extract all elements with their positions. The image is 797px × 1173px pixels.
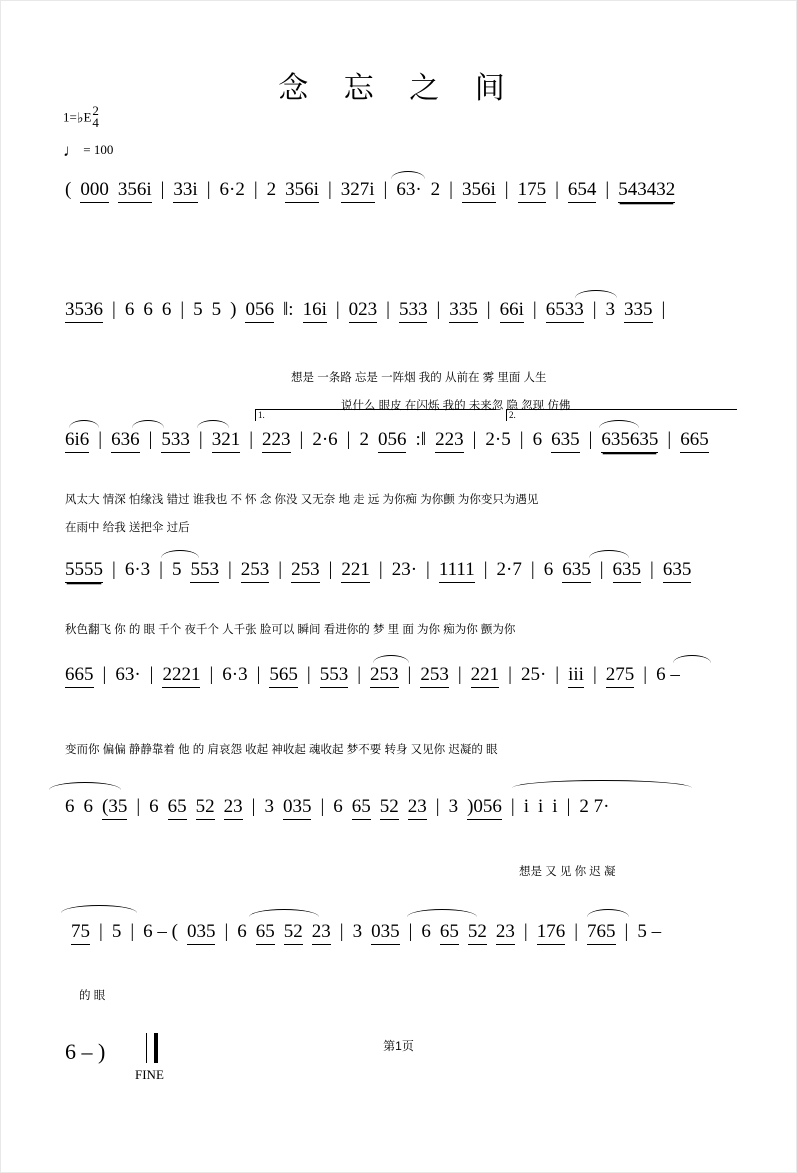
- barline: |: [407, 664, 412, 685]
- note-group: 635: [562, 559, 591, 583]
- barline: |: [483, 559, 488, 580]
- slur-mark: [249, 909, 319, 917]
- note-group: 6: [532, 429, 543, 450]
- note-group: 2 7·: [579, 796, 610, 817]
- note-group: 5: [211, 299, 222, 320]
- note-group: 253: [291, 559, 320, 583]
- barline: |: [149, 664, 154, 685]
- note-group: 65: [256, 921, 275, 945]
- note-group: 5: [171, 559, 182, 580]
- note-group: 327i: [341, 179, 375, 203]
- repeat-start: ‖:: [282, 299, 294, 320]
- tempo-marking: [63, 141, 113, 161]
- note-group: 6 –: [656, 664, 680, 685]
- barline: |: [457, 664, 462, 685]
- volta-label: 2.: [509, 410, 516, 420]
- barline: |: [472, 429, 477, 450]
- note-group: 253: [241, 559, 270, 583]
- fine-marking: FINE: [135, 1067, 164, 1082]
- lyric-text: 风太大 情深 怕缘浅 错过 谁我也 不 怀 念 你没 又无奈 地 走 远 为你痴 为你颤 为你变只为遇见: [65, 494, 539, 506]
- barline: |: [643, 664, 648, 685]
- note-group: 6 – ): [65, 1039, 106, 1064]
- note-group: 65: [352, 796, 371, 820]
- slur-mark: [132, 420, 164, 428]
- note-group: 6i6: [65, 429, 89, 453]
- lyric-text: 想是 一条路 忘是 一阵烟 我的 从前在 雾 里面 人生: [291, 372, 547, 384]
- barline: |: [650, 559, 654, 580]
- note-group: 000: [80, 179, 109, 203]
- note-group: i: [523, 796, 529, 817]
- volta-label: 1.: [258, 410, 265, 420]
- note-group: 6533: [546, 299, 584, 323]
- barline: |: [112, 559, 116, 580]
- note-group: 275: [606, 664, 635, 688]
- note-group: 6·2: [219, 179, 245, 200]
- barline: |: [592, 664, 597, 685]
- note-group: 665: [65, 664, 94, 688]
- note-group: 23: [224, 796, 243, 820]
- note-group: 6: [65, 796, 75, 817]
- note-group: 356i: [285, 179, 319, 203]
- note-group: 52: [468, 921, 487, 945]
- note-group: 2·6: [312, 429, 338, 450]
- lyric-text: 变而你 偏偏 静静靠着 他 的 肩哀怨 收起 神收起 魂收起 梦不要 转身 又见你 迟凝的 眼: [65, 744, 498, 756]
- barline: |: [667, 429, 672, 450]
- note-group: 6: [124, 299, 135, 320]
- barline: |: [605, 179, 610, 200]
- barline: |: [588, 429, 593, 450]
- note-group: 5: [193, 299, 203, 320]
- barline: |: [508, 664, 512, 685]
- barline: |: [320, 796, 325, 817]
- slur-mark: [61, 905, 137, 913]
- note-group: 665: [680, 429, 709, 453]
- note-group: 52: [196, 796, 215, 820]
- barline: |: [227, 559, 232, 580]
- note-group: 6: [161, 299, 172, 320]
- note-group: 33i: [173, 179, 197, 203]
- note-group: i: [538, 796, 544, 817]
- key-label: 1=: [63, 109, 77, 125]
- note-group: 3: [352, 921, 363, 942]
- barline: |: [449, 179, 453, 200]
- slur-mark: [407, 909, 477, 917]
- note-group: (35: [102, 796, 127, 820]
- note-group: 221: [471, 664, 500, 688]
- note-group: 321: [212, 429, 241, 453]
- barline: |: [249, 429, 254, 450]
- note-group: 23: [408, 796, 427, 820]
- barline: |: [224, 921, 229, 942]
- page-title: 念 忘 之 间: [278, 72, 519, 105]
- note-group: 175: [518, 179, 547, 203]
- barline: |: [209, 664, 214, 685]
- flat-sign: ♭: [76, 111, 84, 127]
- barline: |: [530, 559, 535, 580]
- note-group: 2·5: [485, 429, 511, 450]
- note-group: 543432: [618, 179, 675, 203]
- barline: |: [624, 921, 629, 942]
- tempo-value: = 100: [83, 142, 114, 157]
- lyric-text: 的 眼: [79, 990, 106, 1002]
- note-group: 635: [613, 559, 642, 583]
- barline: |: [504, 179, 509, 200]
- barline: |: [519, 429, 524, 450]
- time-signature: [92, 105, 99, 130]
- lyric-text: 说什么 眼皮 在闪烁 我的 未来忽 隐 忽现 仿佛: [341, 400, 571, 412]
- note-group: 335: [449, 299, 478, 323]
- note-group: 765: [587, 921, 616, 945]
- barline: |: [335, 299, 340, 320]
- note-group: 356i: [118, 179, 152, 203]
- note-group: 52: [380, 796, 399, 820]
- note-group: 3536: [65, 299, 103, 323]
- note-group: 6: [543, 559, 554, 580]
- lyric-text: 想是 又 见 你 迟 凝: [519, 866, 616, 878]
- barline: |: [426, 559, 430, 580]
- note-group: 75: [71, 921, 90, 945]
- barline: |: [386, 299, 390, 320]
- barline: |: [99, 921, 103, 942]
- repeat-end: :‖: [415, 429, 427, 450]
- note-group: 023: [349, 299, 378, 323]
- note-group: 035: [187, 921, 216, 945]
- barline: |: [574, 921, 579, 942]
- barline: |: [436, 299, 441, 320]
- note-group: 52: [284, 921, 303, 945]
- barline: |: [523, 921, 528, 942]
- note-group: 16i: [303, 299, 327, 323]
- barline: |: [278, 559, 283, 580]
- slur-mark: [49, 782, 121, 790]
- slur-mark: [575, 290, 617, 298]
- note-group: 253: [370, 664, 399, 688]
- slur-mark: [587, 909, 629, 917]
- lyric-text: 在雨中 给我 送把伞 过后: [65, 522, 190, 534]
- slur-mark: [161, 550, 199, 558]
- barline: |: [566, 796, 571, 817]
- barline: |: [136, 796, 141, 817]
- barline: |: [378, 559, 383, 580]
- note-group: 2·7: [496, 559, 522, 580]
- key-letter: E: [83, 109, 92, 125]
- time-sig-numerator: 2: [92, 103, 99, 118]
- note-group: (: [65, 179, 72, 200]
- note-group: 63·: [115, 664, 141, 685]
- barline: |: [160, 179, 165, 200]
- quarter-note-icon: ♩: [63, 141, 80, 160]
- note-group: 65: [440, 921, 459, 945]
- note-group: 3: [448, 796, 459, 817]
- note-group: 221: [341, 559, 370, 583]
- note-group: 565: [269, 664, 298, 688]
- note-group: 6·3: [124, 559, 151, 580]
- barline: |: [206, 179, 211, 200]
- note-group: 65: [168, 796, 187, 820]
- barline: |: [599, 559, 604, 580]
- note-group: 6: [83, 796, 93, 817]
- note-group: 6 – (: [143, 921, 178, 942]
- barline: |: [251, 796, 256, 817]
- note-group: 5 –: [637, 921, 662, 942]
- note-group: 2: [266, 179, 277, 200]
- note-group: 6: [421, 921, 431, 942]
- note-group: 6: [143, 299, 153, 320]
- barline: |: [555, 664, 560, 685]
- note-group: 5: [111, 921, 122, 942]
- lyric-text: 秋色翻飞 你 的 眼 千个 夜千个 人千张 脸可以 瞬间 看进你的 梦 里 面 为你 痴为你 颤为你: [65, 624, 516, 636]
- barline: |: [346, 429, 351, 450]
- key-signature: [63, 105, 99, 130]
- barline: |: [130, 921, 135, 942]
- note-group: 23: [496, 921, 515, 945]
- barline: |: [148, 429, 153, 450]
- barline: |: [383, 179, 388, 200]
- volta-bracket-1: [255, 409, 496, 421]
- barline: |: [327, 179, 332, 200]
- barline: |: [112, 299, 116, 320]
- barline: |: [98, 429, 103, 450]
- note-group: 5555: [65, 559, 103, 583]
- note-group: 253: [420, 664, 449, 688]
- note-group: 3: [264, 796, 274, 817]
- slur-mark: [197, 420, 229, 428]
- note-group: 056: [378, 429, 407, 453]
- barline: |: [555, 179, 559, 200]
- note-group: 6: [333, 796, 343, 817]
- note-group: 654: [568, 179, 597, 203]
- note-group: 23: [312, 921, 331, 945]
- note-group: 25·: [520, 664, 547, 685]
- barline: |: [661, 299, 666, 320]
- slur-mark: [373, 655, 409, 663]
- paren: ): [230, 299, 237, 320]
- note-group: 553: [190, 559, 219, 583]
- note-group: 056: [245, 299, 274, 323]
- note-group: 635635: [601, 429, 658, 453]
- barline: |: [159, 559, 163, 580]
- note-group: 2221: [162, 664, 200, 688]
- barline: |: [408, 921, 413, 942]
- note-group: )056: [467, 796, 502, 820]
- barline: |: [532, 299, 537, 320]
- page-number: 第1页: [383, 1039, 414, 1053]
- note-group: 335: [624, 299, 653, 323]
- note-group: 356i: [462, 179, 496, 203]
- barline: |: [256, 664, 261, 685]
- note-group: 63·: [396, 179, 422, 200]
- note-group: 6·3: [222, 664, 248, 685]
- barline: |: [328, 559, 333, 580]
- barline: |: [510, 796, 515, 817]
- note-group: 533: [161, 429, 190, 453]
- note-group: 035: [283, 796, 312, 820]
- note-group: 176: [537, 921, 566, 945]
- note-group: 635: [551, 429, 580, 453]
- note-group: 66i: [500, 299, 524, 323]
- barline: |: [306, 664, 311, 685]
- note-group: 635: [663, 559, 692, 583]
- note-group: iii: [568, 664, 584, 688]
- barline: |: [180, 299, 185, 320]
- slur-mark: [391, 171, 425, 179]
- note-group: 2: [359, 429, 369, 450]
- barline: |: [486, 299, 491, 320]
- slur-mark: [599, 420, 639, 428]
- barline: |: [339, 921, 344, 942]
- note-group: 035: [371, 921, 400, 945]
- volta-bracket-2: [506, 409, 737, 421]
- barline: |: [102, 664, 107, 685]
- note-group: 223: [262, 429, 291, 453]
- note-group: i: [552, 796, 558, 817]
- note-group: 223: [435, 429, 464, 453]
- slur-mark: [69, 420, 99, 428]
- barline: |: [299, 429, 304, 450]
- slur-mark: [673, 655, 711, 663]
- note-group: 1111: [439, 559, 475, 583]
- note-group: 636: [111, 429, 140, 453]
- note-group: 2: [430, 179, 441, 200]
- slur-mark: [512, 780, 692, 788]
- barline: |: [253, 179, 258, 200]
- note-group: 23·: [391, 559, 418, 580]
- note-group: 553: [320, 664, 349, 688]
- note-group: 533: [399, 299, 428, 323]
- note-group: 6: [149, 796, 159, 817]
- barline: |: [198, 429, 203, 450]
- note-group: 3: [605, 299, 616, 320]
- barline: |: [592, 299, 597, 320]
- note-group: 6: [237, 921, 247, 942]
- barline: |: [357, 664, 362, 685]
- time-sig-denominator: 4: [92, 115, 99, 131]
- slur-mark: [589, 550, 629, 558]
- barline: |: [435, 796, 440, 817]
